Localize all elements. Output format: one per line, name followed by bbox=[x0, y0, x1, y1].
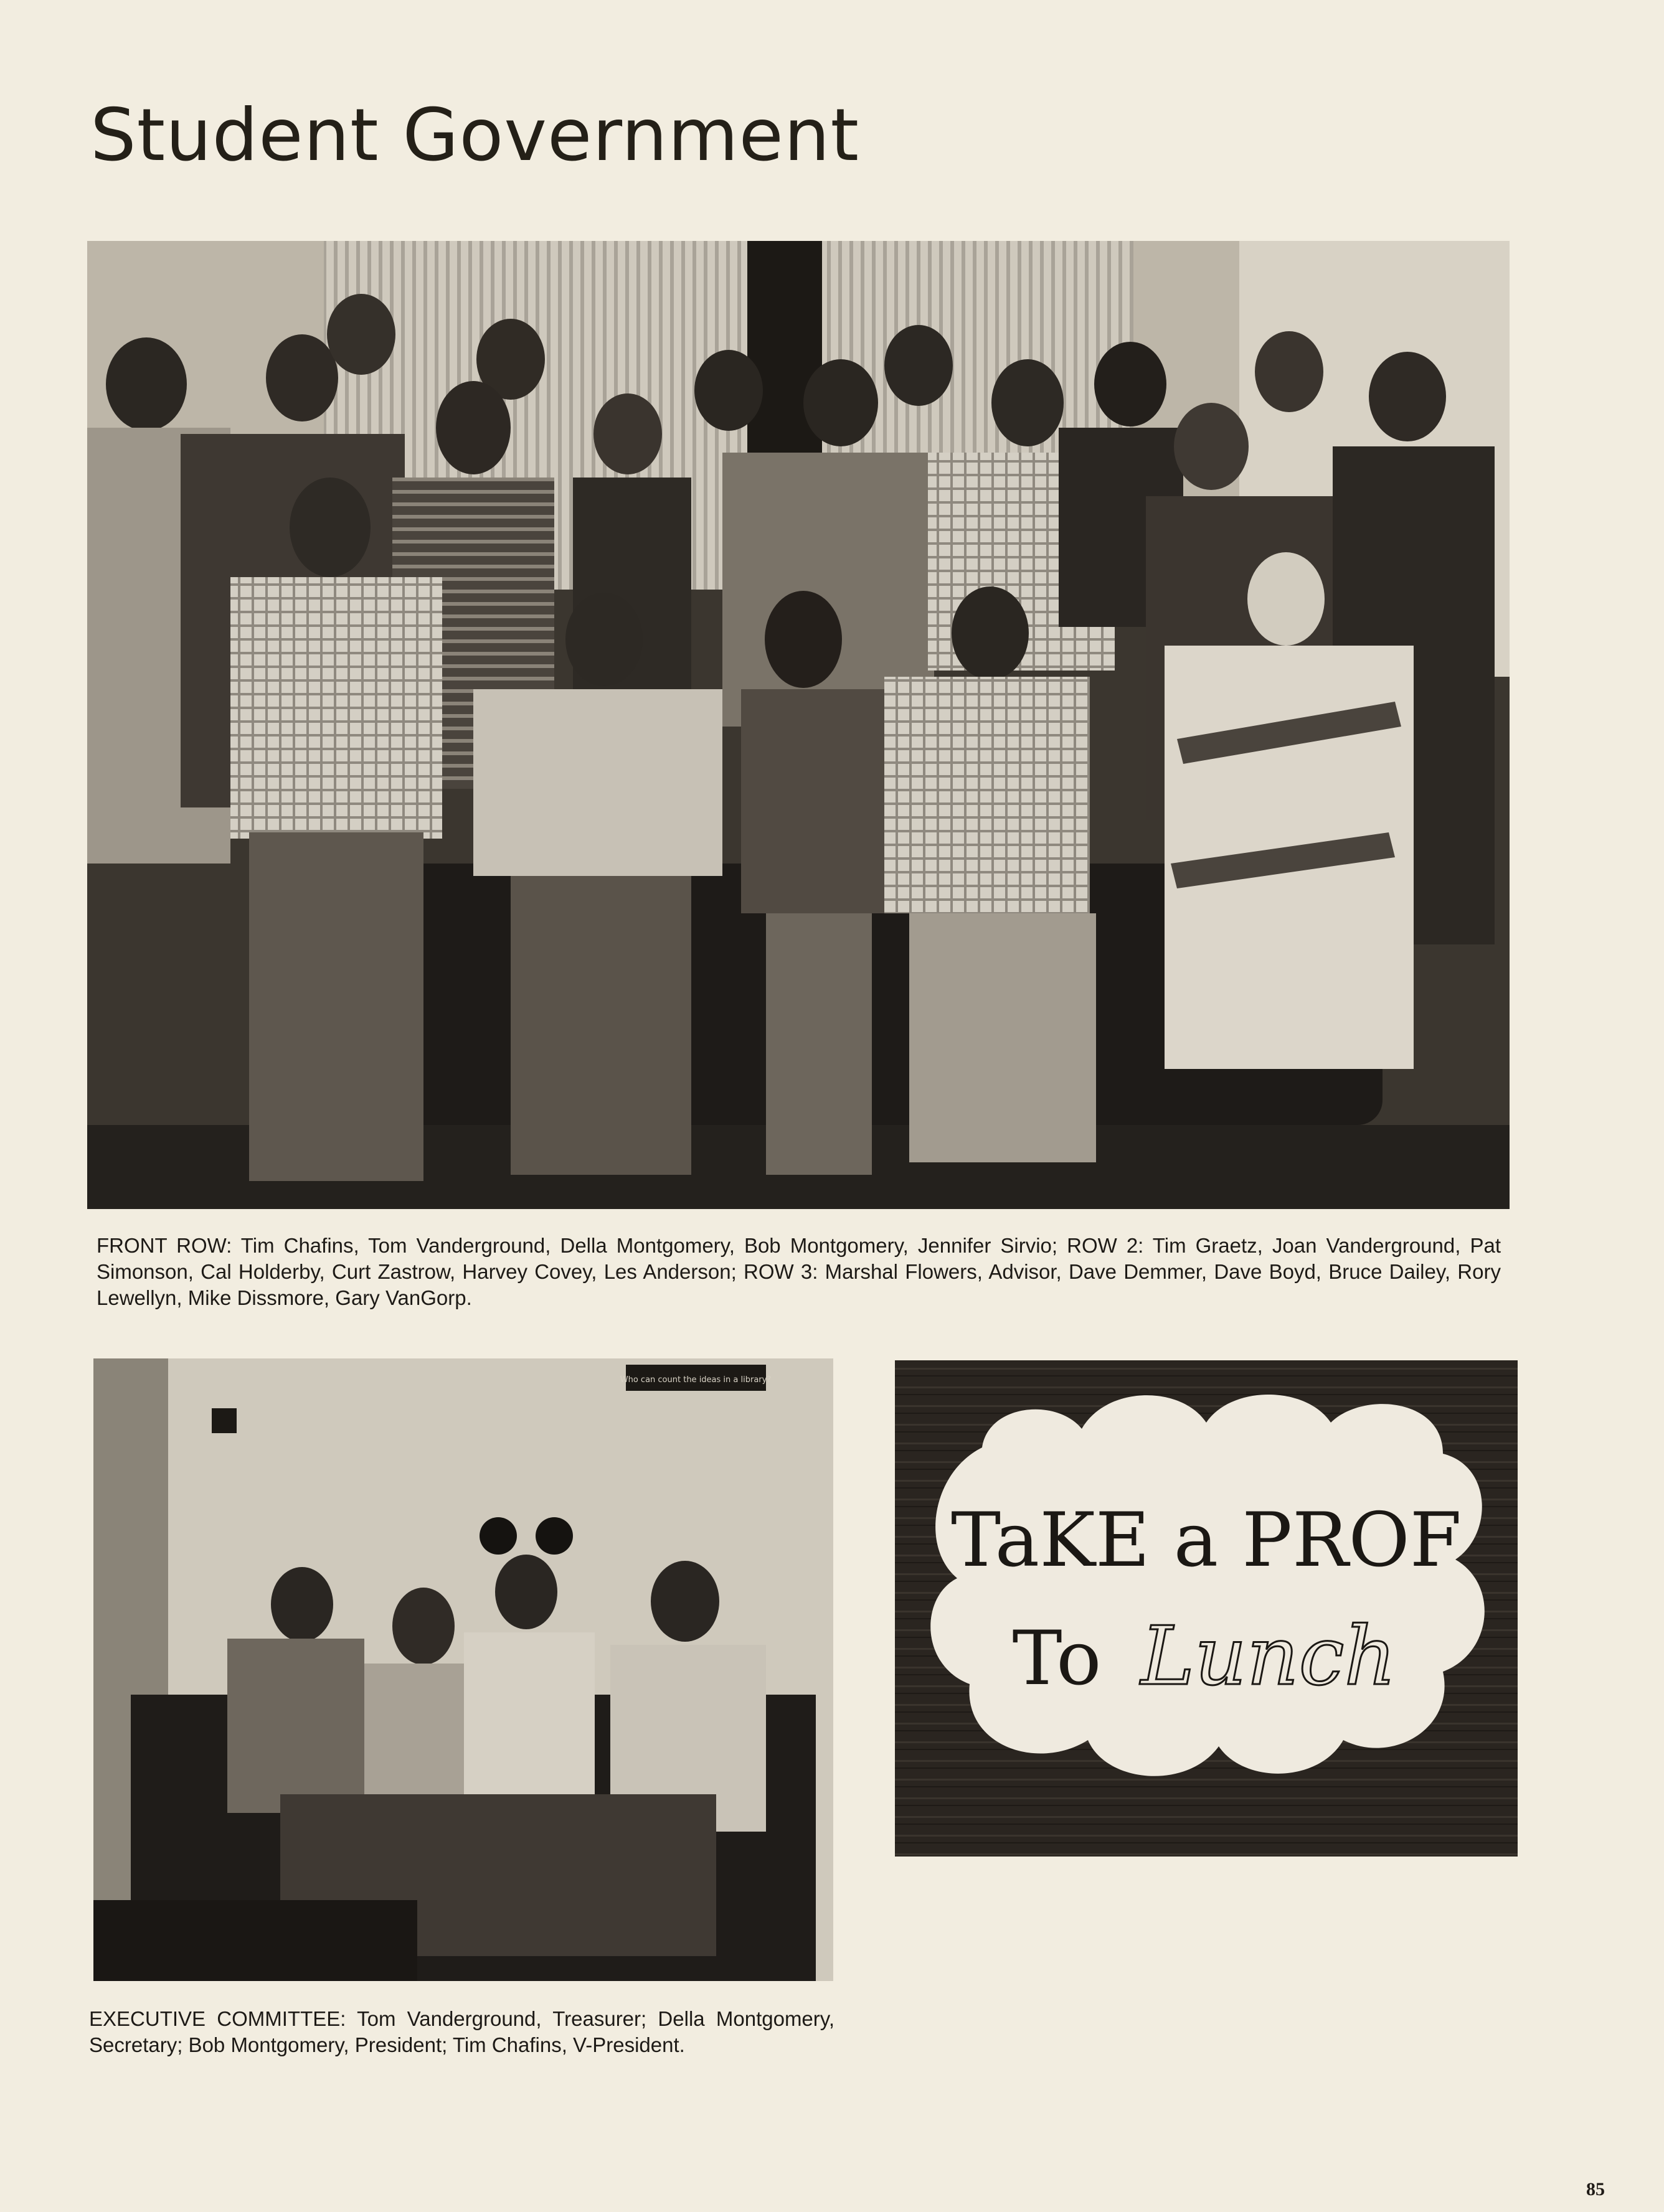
executive-committee-photo bbox=[93, 1358, 833, 1981]
sign-line-1: TaKE a PROF bbox=[950, 1497, 1462, 1584]
wall-poster-text: Who can count the ideas in a library? bbox=[620, 1375, 772, 1385]
sign-line-2-prefix: To bbox=[1012, 1616, 1102, 1702]
group-photo bbox=[87, 241, 1510, 1209]
group-photo-caption: FRONT ROW: Tim Chafins, Tom Vanderground, Della Montgomery, Bob Montgomery, Jennifer Sirvio; ROW 2: Tim Graetz, Joan Vanderground, Pat Simonson, Cal Holderby, Curt Zastrow, Harvey Covey, Les Anderson; ROW 3: Marshal Flowers, Advisor, Dave Demmer, Dave Boyd, Bruce Dailey, Rory Lewellyn, Mike Dissmore, Gary VanGorp. bbox=[97, 1234, 1501, 1309]
cloud-sign-shape bbox=[930, 1395, 1485, 1776]
page-title: Student Government bbox=[90, 93, 859, 177]
take-a-prof-sign-photo bbox=[895, 1360, 1518, 1857]
sign-line-2-script: Lunch bbox=[1140, 1609, 1397, 1703]
page-number: 85 bbox=[1586, 2179, 1605, 2200]
executive-committee-caption: EXECUTIVE COMMITTEE: Tom Vanderground, Treasurer; Della Montgomery, Secretary; Bob Montgomery, President; Tim Chafins, V-President. bbox=[89, 2007, 834, 2056]
